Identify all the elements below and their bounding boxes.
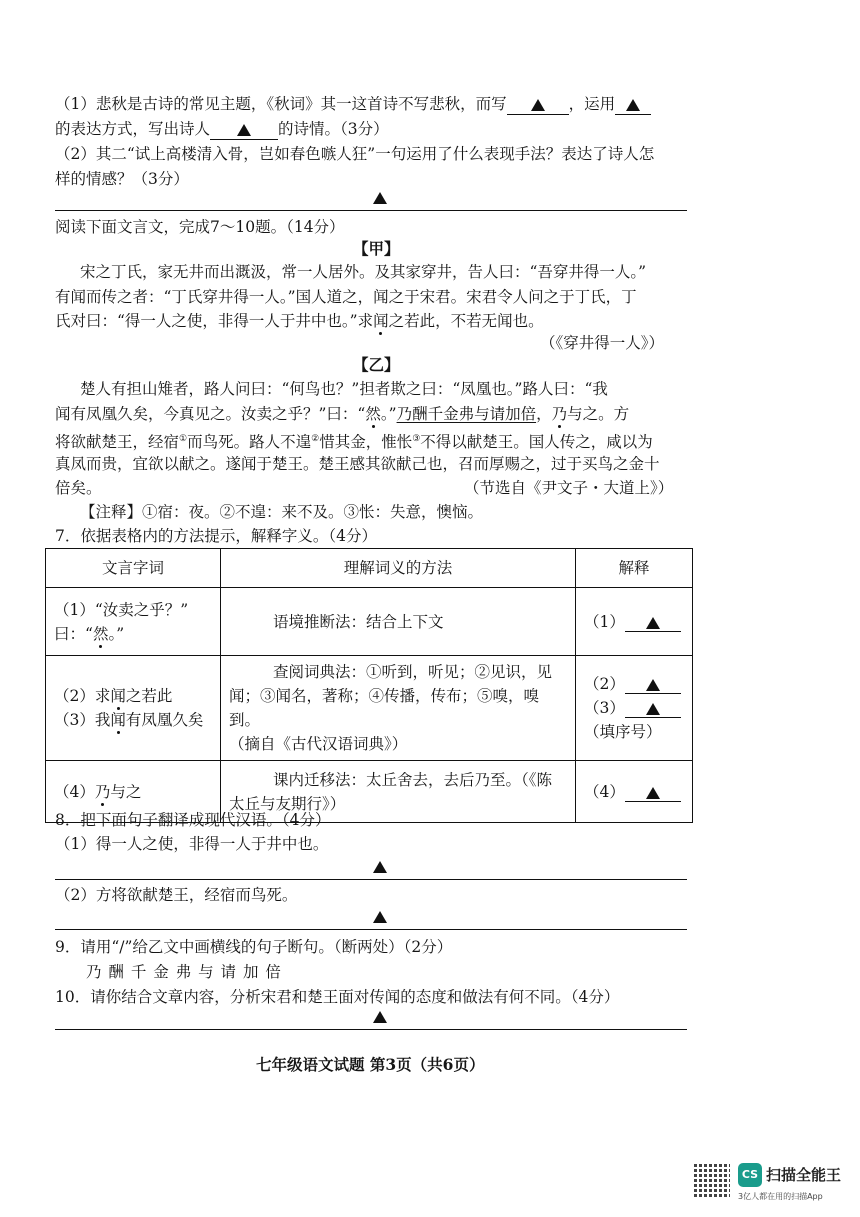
- table-cell-method: 查阅词典法：①听到，听见；②见识，见 闻；③闻名，著称；④传播，传布；⑤嗅，嗅到。 （摘自《古代汉语词典》）: [221, 656, 576, 761]
- triangle-icon: [237, 124, 251, 136]
- dotted-char: 然: [92, 624, 109, 643]
- table-row: [46, 588, 693, 656]
- answer-line[interactable]: [55, 905, 687, 930]
- qr-code-icon: [694, 1163, 730, 1199]
- passage-yi-title: 【乙】: [353, 355, 400, 374]
- answer-blank[interactable]: [625, 699, 681, 718]
- answer-line[interactable]: [55, 186, 687, 211]
- table-row: [46, 656, 693, 761]
- triangle-icon: [626, 99, 640, 111]
- answer-blank[interactable]: [615, 96, 651, 115]
- answer-line[interactable]: [55, 1005, 687, 1030]
- triangle-icon: [646, 787, 660, 799]
- q-prev-2-text-a: （2）其二“试上高楼清入骨，岂如春色嗾人狂”一句运用了什么表现手法？表达了诗人怎: [55, 145, 655, 163]
- answer-blank[interactable]: [507, 96, 569, 115]
- reading-intro: 阅读下面文言文，完成7～10题。（14分）: [55, 218, 345, 236]
- passage-jia-line: 有闻而传之者：“丁氏穿井得一人。”国人道之，闻之于宋君。宋君令人问之于丁氏，丁: [55, 288, 637, 306]
- table-cell-method: 课内迁移法：太丘舍去，去后乃至。（《陈 太丘与友期行》）: [221, 761, 576, 823]
- dotted-char: 闻: [110, 687, 126, 705]
- table-header: 理解词义的方法: [221, 549, 576, 588]
- table-header: 文言字词: [46, 549, 221, 588]
- q7-table: [45, 548, 693, 823]
- note-marker: ③: [412, 434, 421, 444]
- q-prev-2-line: [55, 143, 654, 165]
- q8-sentence-2: （2）方将欲献楚王，经宿而鸟死。: [55, 886, 298, 904]
- q-prev-1-text-c: 的表达方式，写出诗人: [55, 120, 211, 138]
- passage-yi-note: 【注释】①宿：夜。②不遑：来不及。③怅：失意，懊恼。: [80, 503, 484, 521]
- passage-yi-line: 楚人有担山雉者，路人问曰：“何鸟也？”担者欺之曰：“凤凰也。”路人曰：“我: [80, 380, 608, 398]
- table-cell-method: 语境推断法：结合上下文: [221, 588, 576, 656]
- passage-yi-source: （节选自《尹文子・大道上》）: [464, 479, 674, 497]
- triangle-icon: [531, 99, 545, 111]
- q9-title: 9．请用“/”给乙文中画横线的句子断句。（断两处）（2分）: [55, 938, 453, 956]
- triangle-icon: [373, 192, 387, 204]
- table-cell-answer: （4）: [576, 761, 693, 823]
- underlined-sentence: 乃酬千金弗与请加倍: [396, 405, 537, 423]
- answer-blank[interactable]: [210, 121, 278, 140]
- q-prev-1-line: [55, 93, 651, 115]
- triangle-icon: [373, 911, 387, 923]
- dotted-char: 闻: [373, 312, 389, 330]
- table-header-row: [46, 549, 693, 588]
- answer-blank[interactable]: [625, 783, 681, 802]
- table-cell-word: （1）“汝卖之乎？” 曰：“然。”: [46, 588, 221, 656]
- passage-jia-line: 氏对曰：“得一人之使，非得一人于井中也。”求闻之若此，不若无闻也。: [55, 312, 544, 330]
- triangle-icon: [646, 679, 660, 691]
- triangle-icon: [373, 1011, 387, 1023]
- answer-blank[interactable]: [625, 613, 681, 632]
- q-prev-1-text-d: 的诗情。（3分）: [278, 120, 389, 138]
- q7-title: 7．依据表格内的方法提示，解释字义。（4分）: [55, 527, 377, 545]
- table-cell-word: （4）乃与之: [46, 761, 221, 823]
- q-prev-1-text-a: （1）悲秋是古诗的常见主题，《秋词》其一这首诗不写悲秋，而写: [55, 95, 507, 113]
- triangle-icon: [646, 703, 660, 715]
- passage-yi-line: 倍矣。: [55, 479, 102, 497]
- table-header: 解释: [576, 549, 693, 588]
- page-footer: 七年级语文试题 第3页（共6页）: [256, 1055, 485, 1074]
- passage-yi-line: 闻有凤凰久矣，今真见之。汝卖之乎？”曰：“然。”乃酬千金弗与请加倍，乃与之。方: [55, 405, 630, 423]
- dotted-char: 闻: [110, 711, 126, 729]
- dotted-char: 乃: [551, 405, 568, 423]
- triangle-icon: [646, 617, 660, 629]
- table-cell-word: （2）求闻之若此 （3）我闻有凤凰久矣: [46, 656, 221, 761]
- camscanner-logo-icon: CS: [738, 1163, 762, 1187]
- scanner-tagline: 3亿人都在用的扫描App: [738, 1192, 823, 1201]
- q9-sentence: 乃 酬 千 金 弗 与 请 加 倍: [86, 963, 282, 981]
- triangle-icon: [373, 861, 387, 873]
- answer-line[interactable]: [55, 855, 687, 880]
- dotted-char: 乃: [94, 782, 111, 801]
- q8-sentence-1: （1）得一人之使，非得一人于井中也。: [55, 835, 329, 853]
- passage-yi-line: 将欲献楚王，经宿①而鸟死。路人不遑②惜其金，惟怅③不得以献楚王。国人传之，咸以为: [55, 433, 653, 452]
- q-prev-1-line-2: [55, 118, 389, 140]
- table-cell-answer: （2） （3） （填序号）: [576, 656, 693, 761]
- scanner-app-name: 扫描全能王: [766, 1166, 842, 1184]
- q-prev-1-text-b: ，运用: [568, 95, 616, 113]
- note-marker: ①: [179, 434, 188, 444]
- passage-jia-source: （《穿井得一人》）: [540, 334, 665, 352]
- q-prev-2-text-b: 样的情感？（3分）: [55, 170, 189, 188]
- dotted-char: 然: [365, 405, 381, 423]
- table-cell-answer: （1）: [576, 588, 693, 656]
- passage-yi-line: 真凤而贵，宜欲以献之。遂闻于楚王。楚王感其欲献己也，召而厚赐之，过于买鸟之金十: [55, 455, 660, 473]
- q10-title: 10．请你结合文章内容，分析宋君和楚王面对传闻的态度和做法有何不同。（4分）: [55, 988, 620, 1006]
- note-marker: ②: [311, 434, 320, 444]
- answer-blank[interactable]: [625, 675, 681, 694]
- passage-jia-title: 【甲】: [353, 239, 400, 258]
- passage-jia-line: 宋之丁氏，家无井而出溉汲，常一人居外。及其家穿井，告人曰：“吾穿井得一人。”: [80, 263, 647, 281]
- q8-title: 8．把下面句子翻译成现代汉语。（4分）: [55, 811, 331, 829]
